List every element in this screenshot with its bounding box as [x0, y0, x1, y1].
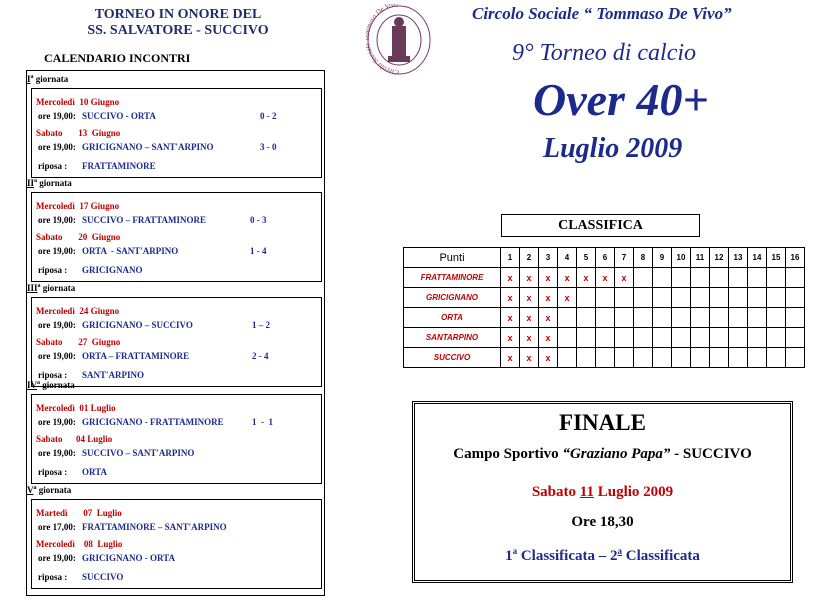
standings-column-number: 14	[748, 248, 767, 268]
final-teams: 1$^a$ Classificata – 2$^a$ Classificata	[505, 546, 700, 564]
standings-point-cell	[672, 288, 691, 308]
standings-point-cell	[653, 288, 672, 308]
standings-point-cell	[786, 308, 805, 328]
standings-point-cell	[615, 348, 634, 368]
header-line-2: SS. SALVATORE - SUCCIVO	[87, 23, 269, 38]
match-teams: GRICIGNANO – SANT'ARPINO	[82, 142, 214, 152]
standings-point-cell	[691, 348, 710, 368]
match-time: ore 19,00:	[38, 553, 76, 563]
standings-point-cell	[653, 348, 672, 368]
standings-point-cell	[577, 308, 596, 328]
match-teams: SUCCIVO – SANT'ARPINO	[82, 448, 195, 458]
standings-point-cell: x	[501, 308, 520, 328]
club-logo	[366, 4, 432, 78]
standings-column-number: 3	[539, 248, 558, 268]
standings-point-cell	[634, 328, 653, 348]
standings-point-cell	[691, 308, 710, 328]
standings-point-cell	[691, 288, 710, 308]
match-date: Martedì 07 Luglio	[36, 508, 122, 518]
standings-point-cell	[786, 328, 805, 348]
standings-point-cell	[653, 268, 672, 288]
standings-point-cell	[615, 328, 634, 348]
standings-column-number: 8	[634, 248, 653, 268]
standings-point-cell: x	[501, 268, 520, 288]
standings-point-cell	[767, 348, 786, 368]
standings-point-cell: x	[558, 268, 577, 288]
rest-team: GRICIGNANO	[82, 265, 143, 275]
standings-point-cell: x	[501, 328, 520, 348]
match-teams: SUCCIVO - ORTA	[82, 111, 156, 121]
standings-point-cell: x	[558, 288, 577, 308]
standings-point-cell	[672, 328, 691, 348]
tournament-period: Luglio 2009	[543, 133, 683, 164]
match-date: Mercoledì 08 Luglio	[36, 539, 123, 549]
standings-point-cell	[634, 268, 653, 288]
match-score: 1 – 2	[252, 320, 270, 330]
standings-point-cell	[672, 308, 691, 328]
standings-point-cell	[672, 268, 691, 288]
standings-point-cell: x	[501, 348, 520, 368]
match-time: ore 19,00:	[38, 320, 76, 330]
standings-column-number: 15	[767, 248, 786, 268]
standings-header-label: Punti	[404, 248, 501, 268]
rest-team: FRATTAMINORE	[82, 161, 156, 171]
final-venue: Campo Sportivo “Graziano Papa” - SUCCIVO	[453, 446, 752, 462]
standings-point-cell: x	[577, 268, 596, 288]
standings-row	[404, 308, 805, 328]
match-date: Sabato 04 Luglio	[36, 434, 113, 444]
standings-point-cell	[634, 308, 653, 328]
match-teams: ORTA - SANT'ARPINO	[82, 246, 179, 256]
standings-point-cell	[634, 348, 653, 368]
standings-point-cell	[596, 328, 615, 348]
match-date: Sabato 27 Giugno	[36, 337, 121, 347]
standings-point-cell	[615, 288, 634, 308]
standings-point-cell	[729, 268, 748, 288]
match-date: Mercoledì 17 Giugno	[36, 201, 120, 211]
standings-point-cell	[577, 328, 596, 348]
club-name: Circolo Sociale “ Tommaso De Vivo”	[472, 4, 732, 23]
header-line-1: TORNEO IN ONORE DEL	[94, 7, 262, 22]
standings-point-cell	[729, 288, 748, 308]
match-time: ore 19,00:	[38, 417, 76, 427]
standings-column-number: 5	[577, 248, 596, 268]
standings-team: ORTA	[404, 308, 501, 328]
standings-point-cell: x	[539, 328, 558, 348]
standings-point-cell	[767, 288, 786, 308]
match-date: Mercoledì 01 Luglio	[36, 403, 116, 413]
round-heading: $II^a$ giornata	[27, 178, 72, 188]
standings-point-cell	[729, 348, 748, 368]
match-teams: GRICIGNANO - FRATTAMINORE	[82, 417, 224, 427]
standings-title: CLASSIFICA	[501, 214, 700, 237]
match-score: 1 - 1	[252, 417, 273, 427]
match-date: Sabato 20 Giugno	[36, 232, 121, 242]
standings-team: SANTARPINO	[404, 328, 501, 348]
standings-point-cell: x	[596, 268, 615, 288]
round-box	[31, 499, 322, 589]
standings-point-cell: x	[520, 268, 539, 288]
standings-point-cell	[596, 348, 615, 368]
match-time: ore 19,00:	[38, 142, 76, 152]
standings-point-cell	[653, 328, 672, 348]
standings-row	[404, 268, 805, 288]
round-heading: $V^a$ giornata	[27, 485, 72, 495]
round-heading: $IV^a$ giornata	[27, 380, 75, 390]
standings-column-number: 9	[653, 248, 672, 268]
standings-point-cell	[558, 348, 577, 368]
standings-point-cell	[748, 328, 767, 348]
match-score: 3 - 0	[260, 142, 277, 152]
rest-label: riposa :	[38, 161, 68, 171]
standings-row	[404, 328, 805, 348]
standings-point-cell: x	[520, 328, 539, 348]
standings-point-cell	[710, 268, 729, 288]
round-box	[31, 88, 322, 178]
standings-point-cell	[634, 288, 653, 308]
match-time: ore 17,00:	[38, 522, 76, 532]
standings-point-cell: x	[520, 308, 539, 328]
rest-team: SANT'ARPINO	[82, 370, 145, 380]
standings-point-cell	[577, 288, 596, 308]
standings-point-cell	[767, 268, 786, 288]
standings-point-cell: x	[539, 348, 558, 368]
match-teams: FRATTAMINORE – SANT'ARPINO	[82, 522, 227, 532]
round-box	[31, 394, 322, 484]
standings-point-cell: x	[520, 288, 539, 308]
standings-point-cell	[596, 308, 615, 328]
match-teams: GRICIGNANO - ORTA	[82, 553, 176, 563]
standings-point-cell	[786, 268, 805, 288]
standings-point-cell	[729, 308, 748, 328]
rest-label: riposa :	[38, 467, 68, 477]
standings-column-number: 16	[786, 248, 805, 268]
match-teams: ORTA – FRATTAMINORE	[82, 351, 190, 361]
standings-column-number: 2	[520, 248, 539, 268]
standings-point-cell: x	[539, 288, 558, 308]
round-heading: $I^a$ giornata	[27, 74, 69, 84]
standings-column-number: 11	[691, 248, 710, 268]
standings-point-cell	[767, 308, 786, 328]
standings-point-cell	[672, 348, 691, 368]
final-box	[412, 401, 793, 583]
round-box	[31, 297, 322, 387]
standings-point-cell	[558, 328, 577, 348]
standings-point-cell	[786, 288, 805, 308]
standings-point-cell	[710, 328, 729, 348]
rest-team: SUCCIVO	[82, 572, 124, 582]
tournament-edition: 9° Torneo di calcio	[512, 40, 697, 66]
standings-point-cell: x	[539, 268, 558, 288]
standings-point-cell	[691, 268, 710, 288]
standings-point-cell	[786, 348, 805, 368]
match-score: 2 - 4	[252, 351, 269, 361]
match-score: 1 - 4	[250, 246, 267, 256]
standings-table	[403, 247, 805, 368]
calendar-panel	[26, 70, 325, 596]
tournament-category: Over 40+	[533, 74, 709, 125]
standings-point-cell	[653, 308, 672, 328]
match-score: 0 - 2	[260, 111, 277, 121]
standings-point-cell	[748, 288, 767, 308]
standings-point-cell	[558, 308, 577, 328]
standings-point-cell	[710, 288, 729, 308]
standings-column-number: 10	[672, 248, 691, 268]
standings-row	[404, 348, 805, 368]
match-time: ore 19,00:	[38, 448, 76, 458]
standings-point-cell	[615, 308, 634, 328]
final-title: FINALE	[559, 410, 646, 435]
standings-column-number: 12	[710, 248, 729, 268]
standings-point-cell	[748, 268, 767, 288]
calendar-title: CALENDARIO INCONTRI	[44, 51, 191, 65]
standings-header-row	[404, 248, 805, 268]
standings-team: GRICIGNANO	[404, 288, 501, 308]
standings-column-number: 4	[558, 248, 577, 268]
standings-point-cell: x	[501, 288, 520, 308]
standings-point-cell	[748, 308, 767, 328]
standings-row	[404, 288, 805, 308]
match-time: ore 19,00:	[38, 111, 76, 121]
match-date: Mercoledì 10 Giugno	[36, 97, 120, 107]
match-time: ore 19,00:	[38, 215, 76, 225]
standings-point-cell	[596, 288, 615, 308]
final-date: Sabato 11 Luglio 2009	[531, 484, 674, 500]
match-teams: SUCCIVO – FRATTAMINORE	[82, 215, 206, 225]
match-date: Sabato 13 Giugno	[36, 128, 121, 138]
standings-column-number: 6	[596, 248, 615, 268]
rest-label: riposa :	[38, 572, 68, 582]
standings-point-cell	[691, 328, 710, 348]
standings-point-cell: x	[520, 348, 539, 368]
match-time: ore 19,00:	[38, 246, 76, 256]
standings-point-cell	[767, 328, 786, 348]
standings-point-cell	[748, 348, 767, 368]
standings-column-number: 7	[615, 248, 634, 268]
match-time: ore 19,00:	[38, 351, 76, 361]
match-date: Mercoledì 24 Giugno	[36, 306, 120, 316]
standings-point-cell: x	[539, 308, 558, 328]
standings-point-cell	[729, 328, 748, 348]
match-score: 0 - 3	[250, 215, 267, 225]
standings-column-number: 13	[729, 248, 748, 268]
standings-team: FRATTAMINORE	[404, 268, 501, 288]
standings-point-cell: x	[615, 268, 634, 288]
rest-label: riposa :	[38, 265, 68, 275]
standings-team: SUCCIVO	[404, 348, 501, 368]
round-heading: III$^a$ giornata	[27, 283, 76, 293]
match-teams: GRICIGNANO – SUCCIVO	[82, 320, 193, 330]
logo-ring-text: Circolo Soci aso De Vivo	[366, 4, 400, 77]
standings-column-number: 1	[501, 248, 520, 268]
round-box	[31, 192, 322, 282]
final-time: Ore 18,30	[571, 514, 634, 530]
rest-label: riposa :	[38, 370, 68, 380]
standings-point-cell	[710, 308, 729, 328]
standings-point-cell	[710, 348, 729, 368]
standings-point-cell	[577, 348, 596, 368]
rest-team: ORTA	[82, 467, 108, 477]
